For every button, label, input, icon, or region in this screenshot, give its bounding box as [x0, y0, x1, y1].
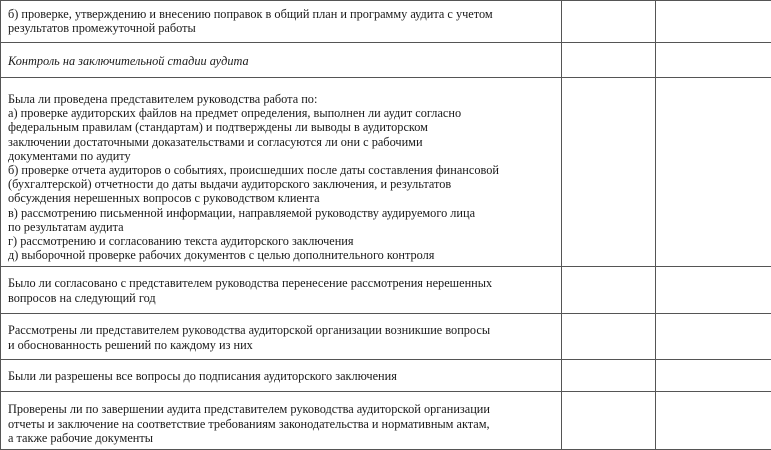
question-text: б) проверке отчета аудиторов о событиях, происшедших после даты составления финансовой [8, 163, 555, 177]
question-cell [1, 267, 562, 314]
answer-cell-2[interactable] [656, 43, 771, 78]
question-text: д) выборочной проверке рабочих документов с целью дополнительного контроля [8, 248, 555, 262]
answer-cell-2[interactable] [656, 360, 771, 392]
question-text: вопросов на следующий год [8, 291, 555, 305]
answer-cell-2[interactable] [656, 78, 771, 267]
table-row [1, 267, 771, 314]
question-text: Проверены ли по завершении аудита представителем руководства аудиторской организации [8, 402, 555, 416]
table-row [1, 43, 771, 78]
question-text: (бухгалтерской) отчетности до даты выдачи аудиторского заключения, и результатов [8, 177, 555, 191]
answer-cell-2[interactable] [656, 392, 771, 450]
question-text: б) проверке, утверждению и внесению поправок в общий план и программу аудита с учетом [8, 7, 555, 21]
question-text: по результатам аудита [8, 220, 555, 234]
question-cell [1, 1, 562, 43]
question-text: Были ли разрешены все вопросы до подписания аудиторского заключения [8, 369, 555, 383]
table-row [1, 360, 771, 392]
table-row [1, 314, 771, 360]
answer-cell-1[interactable] [562, 1, 656, 43]
answer-cell-1[interactable] [562, 78, 656, 267]
question-text: Была ли проведена представителем руководства работа по: [8, 92, 555, 106]
question-text: отчеты и заключение на соответствие требованиям законодательства и нормативным актам, [8, 417, 555, 431]
section-heading: Контроль на заключительной стадии аудита [8, 54, 555, 68]
answer-cell-2[interactable] [656, 314, 771, 360]
table-row [1, 392, 771, 450]
answer-cell-2[interactable] [656, 1, 771, 43]
question-text: в) рассмотрению письменной информации, направляемой руководству аудируемого лица [8, 206, 555, 220]
answer-cell-1[interactable] [562, 392, 656, 450]
table-row [1, 78, 771, 267]
question-text: г) рассмотрению и согласованию текста аудиторского заключения [8, 234, 555, 248]
answer-cell-1[interactable] [562, 267, 656, 314]
question-text: результатов промежуточной работы [8, 21, 555, 35]
question-text: заключении достаточными доказательствами и согласуются ли они с рабочими [8, 135, 555, 149]
question-text: федеральным правилам (стандартам) и подтверждены ли выводы в аудиторском [8, 120, 555, 134]
question-text: Было ли согласовано с представителем руководства перенесение рассмотрения нерешенных [8, 276, 555, 290]
answer-cell-1[interactable] [562, 43, 656, 78]
answer-cell-1[interactable] [562, 360, 656, 392]
question-text: и обоснованность решений по каждому из них [8, 338, 555, 352]
section-header-cell [1, 43, 562, 78]
table-row [1, 1, 771, 43]
question-text: документами по аудиту [8, 149, 555, 163]
question-cell [1, 360, 562, 392]
question-text: Рассмотрены ли представителем руководства аудиторской организации возникшие вопросы [8, 323, 555, 337]
question-cell [1, 314, 562, 360]
answer-cell-1[interactable] [562, 314, 656, 360]
question-text: а также рабочие документы [8, 431, 555, 445]
question-text: а) проверке аудиторских файлов на предмет определения, выполнен ли аудит согласно [8, 106, 555, 120]
question-cell [1, 78, 562, 267]
question-cell [1, 392, 562, 450]
question-text: обсуждения нерешенных вопросов с руководством клиента [8, 191, 555, 205]
answer-cell-2[interactable] [656, 267, 771, 314]
